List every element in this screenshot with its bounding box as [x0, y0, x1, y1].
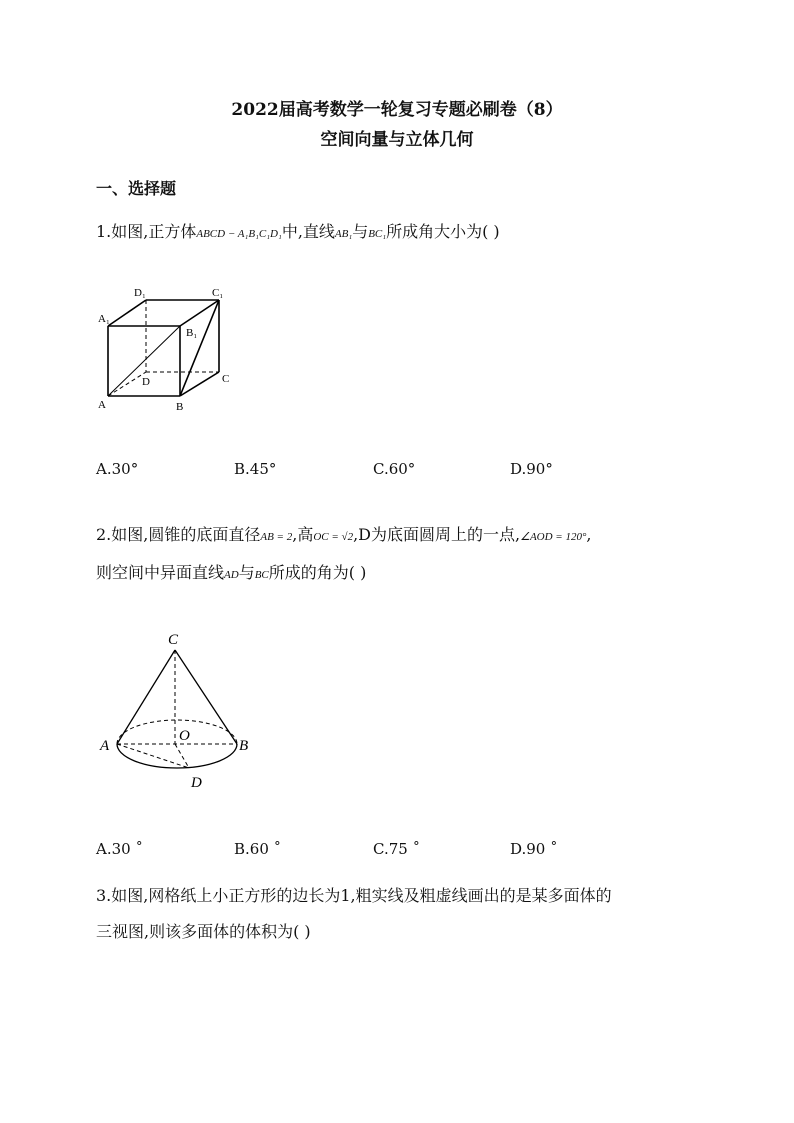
- q2-option-b[interactable]: B.60 ˚: [234, 840, 282, 858]
- q2-prefix: 2.如图,圆锥的底面直径: [96, 525, 261, 544]
- q1-math-cube: ABCD − A₁B₁C₁D₁: [196, 228, 282, 240]
- question-2-text-line-2: [96, 561, 366, 587]
- q2-option-d[interactable]: D.90 ˚: [510, 840, 558, 858]
- label-B: B: [176, 401, 184, 413]
- q2-option-c[interactable]: C.75 ˚: [373, 840, 421, 858]
- label-A: A: [100, 738, 110, 754]
- q2-line2-suffix: 所成的角为( ): [268, 563, 367, 582]
- q1-option-c[interactable]: C.60°: [373, 460, 416, 478]
- q2-cone-figure: [96, 628, 266, 793]
- q1-option-b[interactable]: B.45°: [234, 460, 277, 478]
- q2-line2-prefix: 则空间中异面直线: [96, 563, 225, 582]
- q2-math-oc: OC = √2: [313, 531, 354, 543]
- title-line-2: 空间向量与立体几何: [320, 130, 474, 150]
- q1-mid1: 中,直线: [281, 222, 335, 241]
- question-1-text: [96, 220, 500, 246]
- q1-option-a[interactable]: A.30°: [96, 460, 139, 478]
- question-3-text-line-2: 三视图,则该多面体的体积为( ): [96, 922, 311, 941]
- q2-math-ad: AD: [224, 569, 239, 581]
- q2-suffix: ,: [586, 525, 592, 544]
- label-C: C: [222, 373, 230, 385]
- question-3-text-line-1: 3.如图,网格纸上小正方形的边长为1,粗实线及粗虚线画出的是某多面体的: [96, 886, 612, 905]
- title-line-1: 2022届高考数学一轮复习专题必刷卷（8）: [231, 100, 563, 120]
- q2-mid2: ,D为底面圆周上的一点,: [353, 525, 521, 544]
- label-C1: C₁: [212, 287, 224, 299]
- q2-math-angle: ∠AOD = 120°: [520, 531, 587, 543]
- q2-line2-mid: 与: [238, 563, 255, 582]
- q2-math-bc: BC: [254, 569, 269, 581]
- q2-mid1: ,高: [292, 525, 314, 544]
- q1-math-ab1: AB₁: [334, 228, 353, 240]
- label-O: O: [179, 728, 190, 744]
- label-C: C: [168, 632, 179, 648]
- label-A1: A₁: [98, 313, 110, 325]
- q1-mid2: 与: [352, 222, 369, 241]
- q1-suffix: 所成角大小为( ): [386, 222, 500, 241]
- q2-option-a[interactable]: A.30 ˚: [96, 840, 143, 858]
- label-B: B: [239, 738, 249, 754]
- label-D: D: [191, 775, 202, 791]
- label-B1: B₁: [186, 327, 198, 339]
- q1-cube-figure: [96, 284, 246, 414]
- label-D1: D₁: [134, 287, 146, 299]
- q1-math-bc1: BC₁: [368, 228, 387, 240]
- q1-option-d[interactable]: D.90°: [510, 460, 553, 478]
- q2-math-ab: AB = 2: [260, 531, 293, 543]
- label-D: D: [142, 376, 150, 388]
- question-2-text-line-1: [96, 523, 591, 549]
- section-heading: 一、选择题: [96, 179, 177, 198]
- label-A: A: [98, 399, 106, 411]
- q1-prefix: 1.如图,正方体: [96, 222, 197, 241]
